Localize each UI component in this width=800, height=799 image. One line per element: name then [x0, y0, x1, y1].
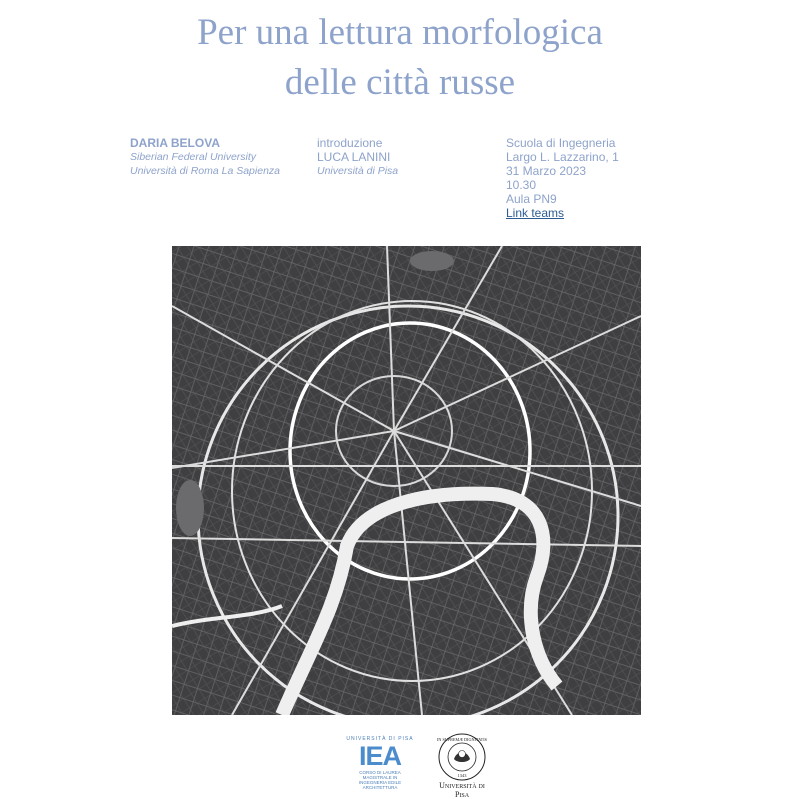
iea-logo-sub-2: MAGISTRALE IN: [362, 775, 398, 780]
university-name: Università di Pisa: [439, 781, 485, 799]
intro-name: LUCA LANINI: [317, 150, 391, 164]
event-info-block: [506, 136, 619, 220]
speaker-block: [130, 136, 280, 178]
city-map-drawing: [172, 246, 641, 715]
intro-affiliation: Università di Pisa: [317, 165, 399, 177]
seal-motto: IN SUPREMÆ DIGNITATIS: [437, 737, 487, 742]
speaker-affiliation-2: Università di Roma La Sapienza: [130, 165, 280, 177]
university-seal-icon: [437, 732, 487, 782]
title-line-2: delle città russe: [284, 62, 516, 103]
university-of-pisa-logo: [432, 732, 492, 799]
seal-year: 1343: [457, 773, 467, 778]
event-school: Scuola di Ingegneria: [506, 136, 616, 150]
iea-logo-mark: IEA: [358, 741, 401, 771]
intro-block: [317, 136, 398, 178]
iea-logo-sub-1: CORSO DI LAUREA: [359, 770, 401, 775]
teams-link[interactable]: Link teams: [506, 206, 565, 220]
title-line-1: Per una lettura morfologica: [197, 12, 603, 53]
city-map-image: [172, 246, 641, 715]
iea-logo-top-text: UNIVERSITÀ DI PISA: [346, 736, 414, 742]
intro-label: introduzione: [317, 136, 383, 150]
iea-logo-sub-3: INGEGNERIA EDILE: [358, 780, 402, 785]
poster-title: [0, 8, 800, 108]
speaker-affiliation-1: Siberian Federal University: [130, 151, 257, 163]
event-time: 10.30: [506, 178, 537, 192]
event-room: Aula PN9: [506, 192, 557, 206]
event-address: Largo L. Lazzarino, 1: [506, 150, 619, 164]
speaker-name: DARIA BELOVA: [130, 136, 220, 150]
iea-logo: [340, 736, 420, 794]
event-date: 31 Marzo 2023: [506, 164, 587, 178]
iea-logo-sub-4: ARCHITETTURA: [362, 785, 398, 790]
